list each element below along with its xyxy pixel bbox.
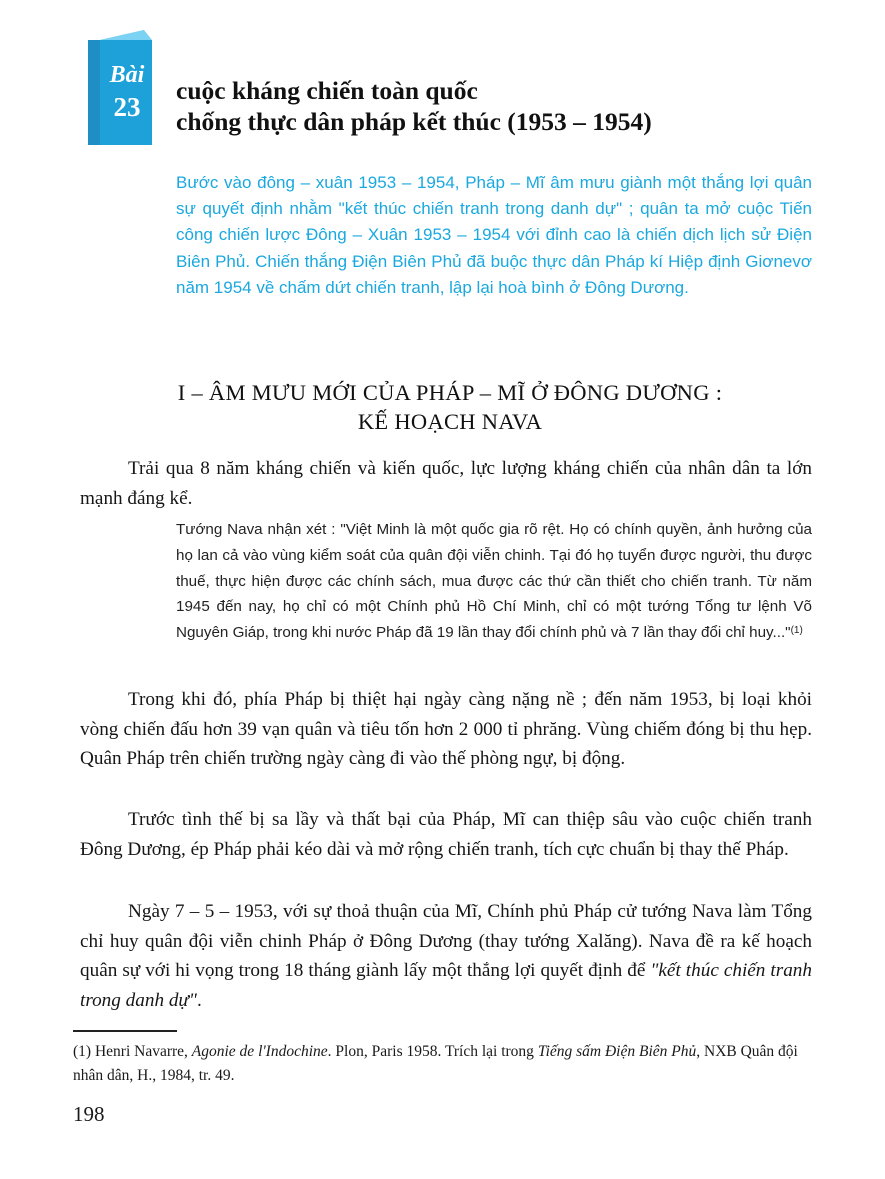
paragraph-2: Trong khi đó, phía Pháp bị thiệt hại ngày càng nặng nề ; đến năm 1953, bị loại khỏi vòng chiến đấu hơn 39 vạn quân và tiêu tốn hơn 2 000 tỉ phrăng. Vùng chiếm đóng bị thu hẹp. Quân Pháp trên chiến trường ngày càng đi vào thế phòng ngự, bị động.: [80, 689, 812, 769]
quote-footnote-ref: (1): [790, 625, 803, 637]
footnote: [73, 1040, 817, 1087]
quote-text: Tướng Nava nhận xét : "Việt Minh là một quốc gia rõ rệt. Họ có chính quyền, ảnh hưởng của họ lan cả vào vùng kiểm soát của quân đội viễn chinh. Tại đó họ tuyển được người, thu được thuế, thực hiện được các chính sách, mua được các thứ cần thiết cho chiến tranh. Từ năm 1945 đến nay, họ chỉ có một Chính phủ Hồ Chí Minh, chỉ có một tướng Tổng tư lệnh Võ Nguyên Giáp, trong khi nước Pháp đã 19 lần thay đổi chính phủ và 7 lần thay đổi chỉ huy...": [176, 521, 812, 642]
paragraph-4-end: .: [196, 989, 202, 1011]
footnote-divider: [73, 1030, 177, 1032]
paragraph-1: Trải qua 8 năm kháng chiến và kiến quốc, lực lượng kháng chiến của nhân dân ta lớn mạnh đáng kể.: [80, 458, 812, 509]
footnote-source: Tiếng sấm Điện Biên Phủ: [537, 1043, 697, 1060]
lesson-badge: [101, 60, 153, 124]
lesson-title-line-1: cuộc kháng chiến toàn quốc: [176, 76, 478, 105]
footnote-rest: , NXB Quân đội nhân dân, H., 1984, tr. 49.: [73, 1043, 798, 1084]
paragraph-4-text: Ngày 7 – 5 – 1953, với sự thoả thuận của Mĩ, Chính phủ Pháp cử tướng Nava làm Tổng chỉ huy quân đội viễn chinh Pháp ở Đông Dương (thay tướng Xalăng). Nava đề ra kế hoạch quân sự với hi vọng trong 18 tháng giành lấy một thắng lợi quyết định để: [80, 901, 812, 981]
footnote-publisher: . Plon, Paris 1958. Trích lại trong: [327, 1043, 534, 1060]
navarre-quote: [176, 517, 812, 646]
lesson-title-line-2: chống thực dân pháp kết thúc (1953 – 1954): [176, 107, 652, 136]
paragraph-3: Trước tình thế bị sa lầy và thất bại của Pháp, Mĩ can thiệp sâu vào cuộc chiến tranh Đông Dương, ép Pháp phải kéo dài và mở rộng chiến tranh, tích cực chuẩn bị thay thế Pháp.: [80, 809, 812, 860]
lesson-intro: Bước vào đông – xuân 1953 – 1954, Pháp – Mĩ âm mưu giành một thắng lợi quân sự quyết định nhằm "kết thúc chiến tranh trong danh dự" ; quân ta mở cuộc Tiến công chiến lược Đông – Xuân 1953 – 1954 với đỉnh cao là chiến dịch lịch sử Điện Biên Phủ. Chiến thắng Điện Biên Phủ đã buộc thực dân Pháp kí Hiệp định Giơnevơ năm 1954 về chấm dứt chiến tranh, lập lại hoà bình ở Đông Dương.: [176, 173, 812, 297]
footnote-author: Henri Navarre,: [94, 1043, 188, 1060]
lesson-label: Bài: [109, 62, 145, 88]
section-heading-line-2: KẾ HOẠCH NAVA: [357, 409, 543, 434]
footnote-book: Agonie de l'Indochine: [191, 1043, 328, 1060]
section-heading-line-1: I – ÂM MƯU MỚI CỦA PHÁP – MĨ Ở ĐÔNG DƯƠNG :: [177, 380, 723, 405]
lesson-number: 23: [113, 92, 141, 122]
paragraph-4-quote: "kết thúc chiến tranh trong danh dự": [80, 960, 812, 1011]
page-number: 198: [73, 1102, 105, 1126]
footnote-marker: (1): [73, 1043, 92, 1060]
paragraph-4: [80, 897, 812, 1015]
